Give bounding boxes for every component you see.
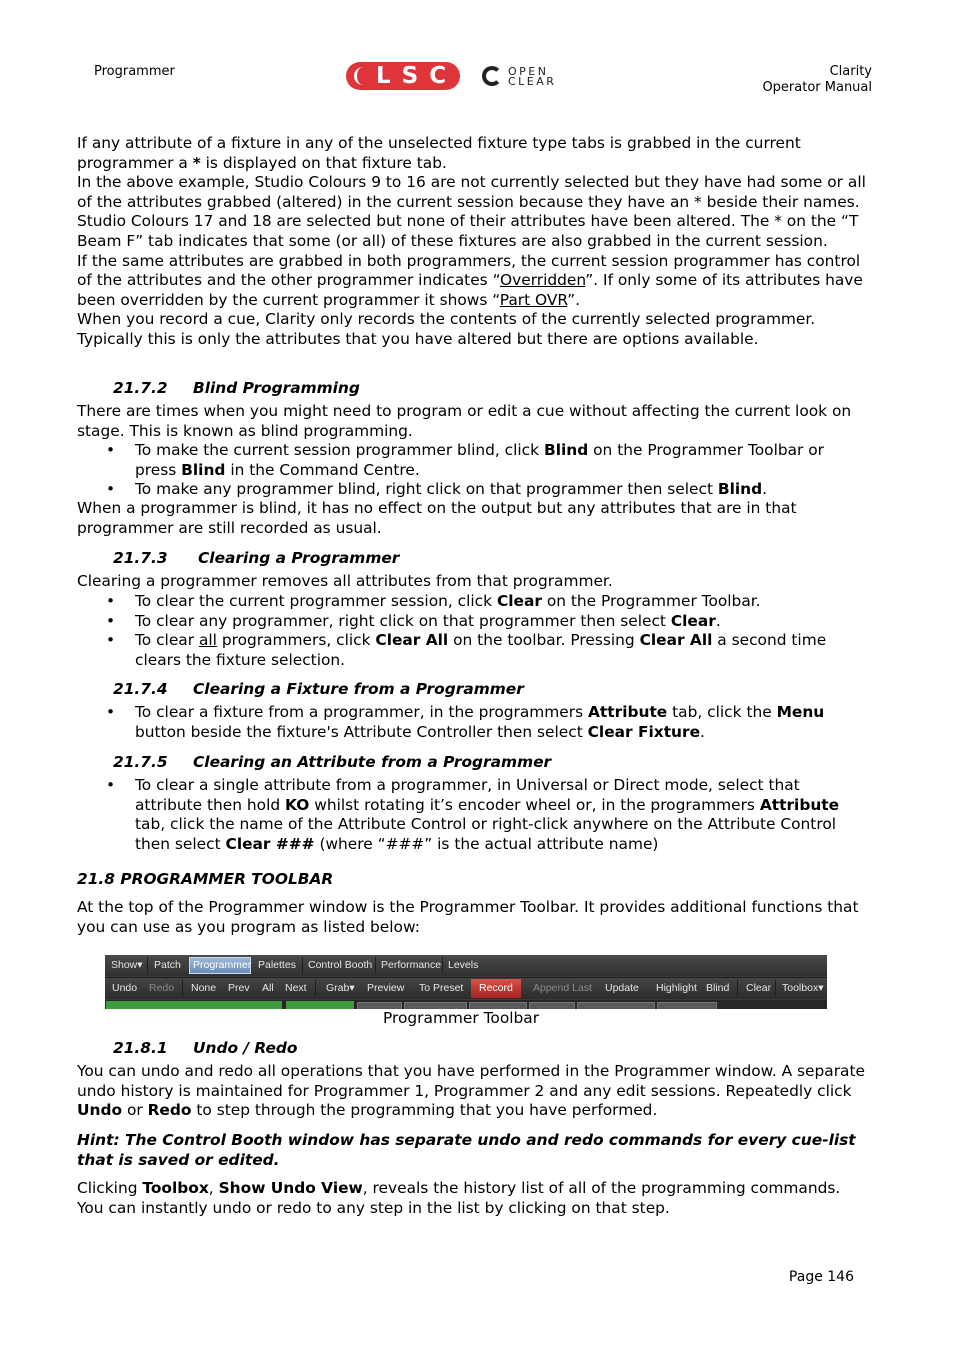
tb-redo[interactable]: Redo (149, 982, 175, 994)
intro-p2: In the above example, Studio Colours 9 to 16 are not currently selected but they have had some or all of the attributes grabbed (altered) in the current session because they have an * beside their names. Studio Colours 17 and 18 are selected but none of their attributes have been altered. The * on the “T Beam F” tab indicates that some (or all) of these fixtures are also grabbed in the current session. (77, 173, 866, 250)
intro-block (77, 134, 867, 350)
heading-21-7-3: 21.7.3 Clearing a Programmer (113, 549, 400, 567)
openclear-logo (482, 63, 582, 89)
header-product: Clarity (829, 64, 872, 79)
clear-list (77, 592, 867, 670)
tb-control-booth[interactable]: Control Booth (308, 959, 373, 971)
page-number: Page 146 (788, 1269, 854, 1285)
toolbar-intro: At the top of the Programmer window is the Programmer Toolbar. It provides additional functions that you can use as you program as listed below: (77, 898, 859, 936)
tb-toolbox[interactable]: Toolbox▾ (782, 982, 824, 994)
list-item: • To clear any programmer, right click on that programmer then select Clear. (77, 612, 867, 632)
undo-p2: Clicking Toolbox, Show Undo View, reveals the history list of all of the programming commands. You can instantly undo or redo to any step in the list by clicking on that step. (77, 1179, 841, 1217)
tb-tab[interactable] (469, 1002, 527, 1009)
toolbar-menu-row (105, 955, 827, 976)
tb-undo[interactable]: Undo (112, 982, 138, 994)
openclear-line2: CLEAR (508, 75, 557, 88)
undo-p1: You can undo and redo all operations that you have performed in the Programmer window. A separate undo history is maintained for Programmer 1, Programmer 2 and any edit sessions. Repeatedly click Undo or Redo to step through the programming that you have performed. (77, 1062, 865, 1120)
tb-none[interactable]: None (191, 982, 217, 994)
tb-append-last[interactable]: Append Last (533, 982, 592, 994)
tb-record[interactable]: Record (471, 979, 521, 998)
tb-palettes[interactable]: Palettes (258, 959, 296, 971)
blind-p2: When a programmer is blind, it has no effect on the output but any attributes that are in that programmer are still recorded as usual. (77, 499, 797, 537)
toolbar-tabs-row (105, 1000, 827, 1009)
blind-p1: There are times when you might need to program or edit a cue without affecting the current look on stage. This is known as blind programming. (77, 402, 852, 440)
openclear-line1: OPEN (508, 65, 549, 78)
clear-p1: Clearing a programmer removes all attributes from that programmer. (77, 572, 613, 590)
heading-21-8-1: 21.8.1 Undo / Redo (113, 1039, 298, 1057)
tb-show[interactable]: Show▾ (111, 959, 143, 971)
tb-levels[interactable]: Levels (448, 959, 479, 971)
part-ovr-text: Part OVR (499, 290, 568, 309)
clear-attribute-list (77, 776, 867, 854)
programmer-toolbar-screenshot (105, 955, 827, 1009)
blind-list (77, 441, 867, 500)
tb-clear[interactable]: Clear (746, 982, 772, 994)
tb-highlight[interactable]: Highlight (656, 982, 697, 994)
tb-tab[interactable] (577, 1002, 655, 1009)
list-item: • To clear a single attribute from a programmer, in Universal or Direct mode, select that attribute then hold KO whilst rotating it’s encoder wheel or, in the programmers Attribute tab, click the name of the Attribute Control or right-click anywhere on the Attribute Control then select Clear ### (where “###” is the actual attribute name) (77, 776, 867, 854)
intro-p4: When you record a cue, Clarity only records the contents of the currently selected programmer. Typically this is only the attributes that you have altered but there are options available. (77, 310, 816, 348)
toolbar-command-row (105, 977, 827, 999)
heading-21-7-2: 21.7.2 Blind Programming (113, 379, 360, 397)
tb-tab[interactable] (357, 1002, 402, 1009)
lsc-logo (346, 62, 460, 90)
list-item: • To clear a fixture from a programmer, in the programmers Attribute tab, click the Menu button beside the fixture's Attribute Controller then select Clear Fixture. (77, 703, 867, 742)
tb-blind[interactable]: Blind (706, 982, 730, 994)
lsc-logo-text: LSC (376, 63, 458, 89)
header-manual: Operator Manual (762, 80, 872, 95)
list-item: • To make the current session programmer blind, click Blind on the Programmer Toolbar or press Blind in the Command Centre. (77, 441, 867, 480)
tb-programmer[interactable]: Programmer (189, 957, 251, 974)
heading-21-7-5: 21.7.5 Clearing an Attribute from a Programmer (113, 753, 552, 771)
tb-tab[interactable] (404, 1002, 467, 1009)
tb-to-preset[interactable]: To Preset (419, 982, 464, 994)
tb-prev[interactable]: Prev (228, 982, 250, 994)
tb-selection-bar (106, 1001, 282, 1009)
tb-grab[interactable]: Grab▾ (326, 982, 355, 994)
header-section: Programmer (94, 64, 175, 79)
header-product-block (762, 64, 872, 96)
list-item: • To make any programmer blind, right click on that programmer then select Blind. (77, 480, 867, 500)
openclear-ring-icon (482, 66, 502, 86)
tb-update[interactable]: Update (605, 982, 639, 994)
toolbar-caption: Programmer Toolbar (383, 1009, 540, 1027)
heading-21-7-4: 21.7.4 Clearing a Fixture from a Programmer (113, 680, 524, 698)
tb-patch[interactable]: Patch (154, 959, 181, 971)
overridden-text: Overridden (500, 271, 586, 290)
tb-tab[interactable] (657, 1002, 717, 1009)
intro-p3: If the same attributes are grabbed in both programmers, the current session programmer has control of the attributes and the other programmer indicates “Overridden”. If only some of its attributes have been overridden by the current programmer it shows “Part OVR”. (77, 251, 863, 309)
tb-all[interactable]: All (262, 982, 274, 994)
tb-tab-active[interactable] (286, 1001, 354, 1009)
lsc-mark-icon (354, 67, 371, 85)
list-item: • To clear the current programmer session, click Clear on the Programmer Toolbar. (77, 592, 867, 612)
list-item: • To clear all programmers, click Clear All on the toolbar. Pressing Clear All a second time clears the fixture selection. (77, 631, 867, 670)
tb-tab[interactable] (529, 1002, 575, 1009)
tb-performance[interactable]: Performance (381, 959, 442, 971)
heading-21-8: 21.8 PROGRAMMER TOOLBAR (77, 870, 334, 888)
tb-next[interactable]: Next (285, 982, 307, 994)
tb-preview[interactable]: Preview (367, 982, 405, 994)
undo-hint: Hint: The Control Booth window has separate undo and redo commands for every cue-list that is saved or edited. (77, 1131, 856, 1169)
clear-fixture-list (77, 703, 867, 742)
intro-p1: If any attribute of a fixture in any of the unselected fixture type tabs is grabbed in the current programmer a * is displayed on that fixture tab. (77, 134, 801, 172)
